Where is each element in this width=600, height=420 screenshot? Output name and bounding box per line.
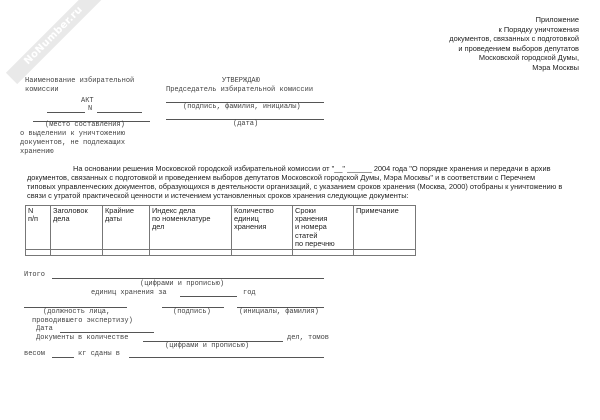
position-caption: (должность лица, (43, 308, 111, 316)
digits-caption-2: (цифрами и прописью) (165, 342, 250, 350)
column-header-units: Количество единиц хранения (232, 206, 293, 250)
appendix-line: и проведением выборов депутатов (458, 43, 579, 53)
total-field[interactable] (52, 278, 324, 279)
watermark: NoNumber.ru (6, 0, 102, 84)
appendix-line: Московской городской Думы, (478, 53, 579, 63)
act-title: АКТ (81, 97, 94, 105)
column-header-number: N п/п (26, 206, 51, 250)
column-header-dates: Крайние даты (103, 206, 150, 250)
table-cell[interactable] (150, 250, 232, 256)
table-cell[interactable] (293, 250, 354, 256)
appendix-line: Приложение (535, 15, 579, 24)
table-cell[interactable] (51, 250, 103, 256)
column-header-note: Примечание (354, 206, 416, 250)
date-caption: (дата) (233, 120, 259, 128)
weight-field[interactable] (52, 357, 74, 358)
table-cell[interactable] (103, 250, 150, 256)
act-date-field[interactable] (47, 112, 85, 113)
column-header-index: Индекс дела по номенклатуре дел (150, 206, 232, 250)
act-number-field[interactable] (97, 112, 142, 113)
table-cell[interactable] (26, 250, 51, 256)
column-header-terms: Сроки хранения и номера статей по перечню (293, 206, 354, 250)
position-caption-2: проводившего экспертизу) (32, 317, 133, 325)
column-header-title: Заголовок дела (51, 206, 103, 250)
table-cell[interactable] (354, 250, 416, 256)
year-text: год (243, 289, 256, 297)
kg-handed-text: кг сданы в (78, 350, 121, 358)
number-sign: N (88, 105, 93, 113)
appendix-line: к Порядку уничтожения (498, 24, 579, 34)
paragraph-line: документов, связанных с подготовкой и проведением выборов депутатов Московской городской Думы, Мэра Москвы" и в соответствии с Перечнем (27, 172, 536, 182)
date-label: Дата (36, 325, 53, 333)
appendix-line: Мэра Москвы (532, 62, 579, 72)
appendix-line: документов, связанных с подготовкой (449, 34, 579, 44)
docs-count-label: Документы в количестве (36, 334, 129, 342)
weight-label: весом (24, 350, 46, 358)
name-caption: (инициалы, фамилия) (239, 308, 319, 316)
paragraph-text: На основании решения Московской городской избирательной комиссии от "__" ______ 2004 года "О порядке хранения и передачи в архив (73, 164, 551, 173)
date-field[interactable] (60, 332, 154, 333)
table-row (26, 250, 416, 256)
act-subject-line: хранению (20, 148, 54, 156)
act-subject-line: документов, не подлежащих (20, 139, 126, 147)
chairman-label: Председатель избирательной комиссии (166, 86, 314, 94)
paragraph-line: типовых управленческих документов, образующихся в деятельности организаций, с указанием сроков хранения (Москва, 2000) отобраны к уничтожению в (27, 181, 563, 191)
signature-caption: (подпись, фамилия, инициалы) (183, 103, 301, 111)
table-cell[interactable] (232, 250, 293, 256)
units-text: единиц хранения за (91, 289, 167, 297)
approve-label: УТВЕРЖДАЮ (222, 77, 260, 85)
total-label: Итого (24, 271, 46, 279)
year-field[interactable] (180, 296, 237, 297)
commission-name-label-2: комиссии (25, 86, 59, 94)
table-header-row (26, 206, 416, 250)
place-caption: (место составления) (45, 121, 125, 129)
commission-name-label: Наименование избирательной (25, 77, 135, 85)
handed-to-field[interactable] (129, 357, 324, 358)
act-subject-line: о выделении к уничтожению (20, 130, 126, 138)
signature-caption: (подпись) (173, 308, 211, 316)
cases-volumes-text: дел, томов (287, 334, 330, 342)
appendix-header (449, 15, 579, 73)
documents-table (25, 205, 416, 256)
basis-paragraph (27, 165, 579, 201)
paragraph-line: связи с утратой практической ценности и истечением установленных сроков хранения следующие документы: (27, 190, 409, 200)
digits-caption: (цифрами и прописью) (140, 280, 225, 288)
